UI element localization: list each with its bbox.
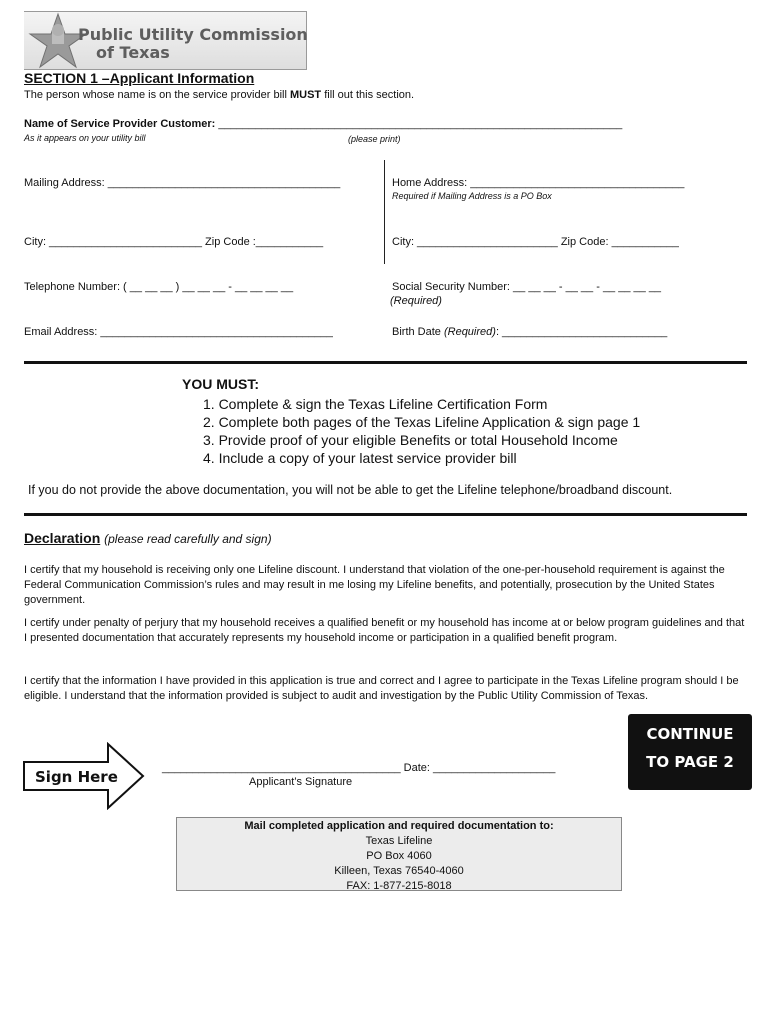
mail-title: Mail completed application and required documentation to: <box>244 820 554 832</box>
you-must-title: YOU MUST: <box>182 376 259 392</box>
declaration-paragraph-3: I certify that the information I have provided in this application is true and correct and I agree to participate in the Texas Lifeline program should I be eligible. I understand that the information provided is subject to audit and investigation by the Public Utility Commission of Texas. <box>24 675 739 702</box>
mailing-address-field[interactable]: Mailing Address: ______________________________________ <box>24 177 341 189</box>
home-city-zip-field[interactable]: City: _______________________ Zip Code: ___________ <box>392 236 679 248</box>
customer-name-field[interactable]: Name of Service Provider Customer: __________________________________________________________________ <box>24 118 623 130</box>
section-divider-bottom <box>24 513 747 516</box>
declaration-paragraph-2: I certify under penalty of perjury that my household receives a qualified benefit or my household has income at or below program guidelines and that I presented documentation that accurately represents my household income or participation in a qualified benefit program. <box>24 617 745 644</box>
puc-logo <box>24 11 307 70</box>
declaration-paragraph-1: I certify that my household is receiving only one Lifeline discount. I understand that violation of the one-per-household requirement is against the Federal Communication Commission’s rules and may result in me losing my Lifeline benefits, and potentially, prosecution by the United States government. <box>24 564 725 606</box>
documentation-warning: If you do not provide the above documentation, you will not be able to get the Lifeline telephone/broadband discount. <box>28 483 673 497</box>
column-divider <box>384 160 385 264</box>
list-item: 3. Provide proof of your eligible Benefits or total Household Income <box>203 432 618 448</box>
mailing-city-zip-field[interactable]: City: _________________________ Zip Code :___________ <box>24 236 324 248</box>
logo-text-line2: of Texas <box>96 43 170 62</box>
sign-here-label: Sign Here <box>35 768 118 786</box>
please-print-note: (please print) <box>348 134 401 144</box>
logo-text-line1: Public Utility Commission <box>78 25 308 44</box>
mail-line: FAX: 1-877-215-8018 <box>346 880 452 892</box>
email-field[interactable]: Email Address: ______________________________________ <box>24 326 333 338</box>
birth-date-field[interactable]: Birth Date (Required): ___________________________ <box>392 326 668 338</box>
continue-to-page-2-button[interactable] <box>628 714 752 790</box>
list-item: 4. Include a copy of your latest service provider bill <box>203 450 517 466</box>
signature-caption: Applicant’s Signature <box>249 776 353 788</box>
home-address-subtext: Required if Mailing Address is a PO Box <box>392 191 552 201</box>
section-divider-top <box>24 361 747 364</box>
mail-line: PO Box 4060 <box>366 850 432 862</box>
home-address-field[interactable]: Home Address: ___________________________________ <box>392 177 685 189</box>
ssn-field[interactable]: Social Security Number: __ __ __ - __ __ - __ __ __ __ <box>392 281 662 293</box>
mailing-instructions-box <box>176 817 622 891</box>
telephone-field[interactable]: Telephone Number: ( __ __ __ ) __ __ __ - __ __ __ __ <box>24 281 294 293</box>
customer-name-subtext: As it appears on your utility bill <box>24 133 146 143</box>
list-item: 2. Complete both pages of the Texas Lifeline Application & sign page 1 <box>203 414 641 430</box>
section-title: SECTION 1 –Applicant Information <box>24 70 255 86</box>
list-item: 1. Complete & sign the Texas Lifeline Certification Form <box>203 396 548 412</box>
requirements-list <box>203 395 640 467</box>
section-intro: The person whose name is on the service provider bill MUST fill out this section. <box>24 89 415 101</box>
declaration-heading: Declaration (please read carefully and sign) <box>24 530 272 546</box>
ssn-required-note: (Required) <box>390 295 442 307</box>
mail-line: Texas Lifeline <box>365 835 433 847</box>
to-page-2-label: TO PAGE 2 <box>646 753 734 771</box>
signature-line[interactable]: _______________________________________ Date: ____________________ <box>162 762 556 774</box>
date-field[interactable]: Date: ____________________ <box>403 762 556 774</box>
continue-label: CONTINUE <box>646 725 734 743</box>
mail-line: Killeen, Texas 76540-4060 <box>334 865 464 877</box>
